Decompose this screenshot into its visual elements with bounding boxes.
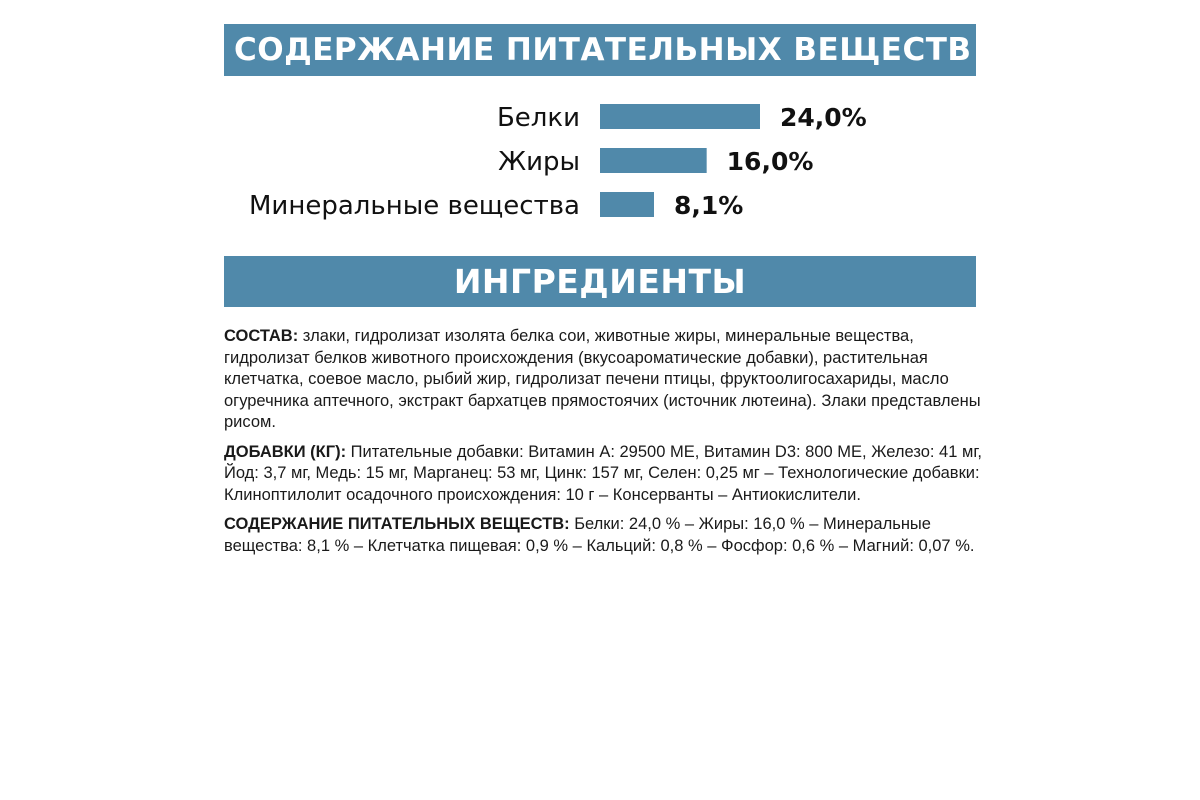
additives-label: ДОБАВКИ (КГ): [224, 442, 347, 461]
nutrients-label: СОДЕРЖАНИЕ ПИТАТЕЛЬНЫХ ВЕЩЕСТВ: [224, 515, 570, 533]
bar-2 [600, 192, 654, 217]
bar-1 [600, 148, 707, 173]
bar-0 [600, 104, 760, 129]
composition-label: СОСТАВ: [224, 327, 299, 345]
nutrients-text: Белки: 24,0 % – Жиры: 16,0 % – Минеральные вещества: 8,1 % – Клетчатка пищевая: 0,9 % – Кальций: 0,8 % – Фосфор: 0,6 % – Магний: 0,07 %. [224, 515, 975, 555]
composition-text: злаки, гидролизат изолята белка сои, животные жиры, минеральные вещества, гидролизат белков животного происхождения (вкусоароматические добавки), растительная клетчатка, соевое масло, рыбий жир, гидролизат печени птицы, фруктоолигосахариды, масло огуречника аптечного, экстракт бархатцев прямостоячих (источник лютеина). Злаки представлены рисом. [224, 327, 981, 431]
additives-paragraph [224, 442, 984, 507]
value-label-0: 24,0% [780, 103, 867, 132]
composition-paragraph [224, 326, 984, 434]
additives-text: Питательные добавки: Витамин А: 29500 МЕ, Витамин D3: 800 МЕ, Железо: 41 мг, Йод: 3,7 мг, Медь: 15 мг, Марганец: 53 мг, Цинк: 157 мг, Селен: 0,25 мг – Технологические добавки: Клиноптилолит осадочного происхождения: 10 г – Консерванты – Антиокислители. [224, 442, 982, 504]
category-label-2: Минеральные вещества [249, 191, 580, 221]
value-label-2: 8,1% [674, 191, 744, 220]
ingredients-header: ИНГРЕДИЕНТЫ [224, 256, 976, 307]
ingredients-text [224, 326, 984, 565]
nutrients-header: СОДЕРЖАНИЕ ПИТАТЕЛЬНЫХ ВЕЩЕСТВ [224, 24, 976, 76]
category-label-1: Жиры [498, 147, 580, 177]
nutrients-paragraph [224, 514, 984, 557]
nutrient-bar-chart [0, 0, 1200, 240]
value-label-1: 16,0% [726, 147, 814, 176]
category-label-0: Белки [496, 103, 580, 133]
